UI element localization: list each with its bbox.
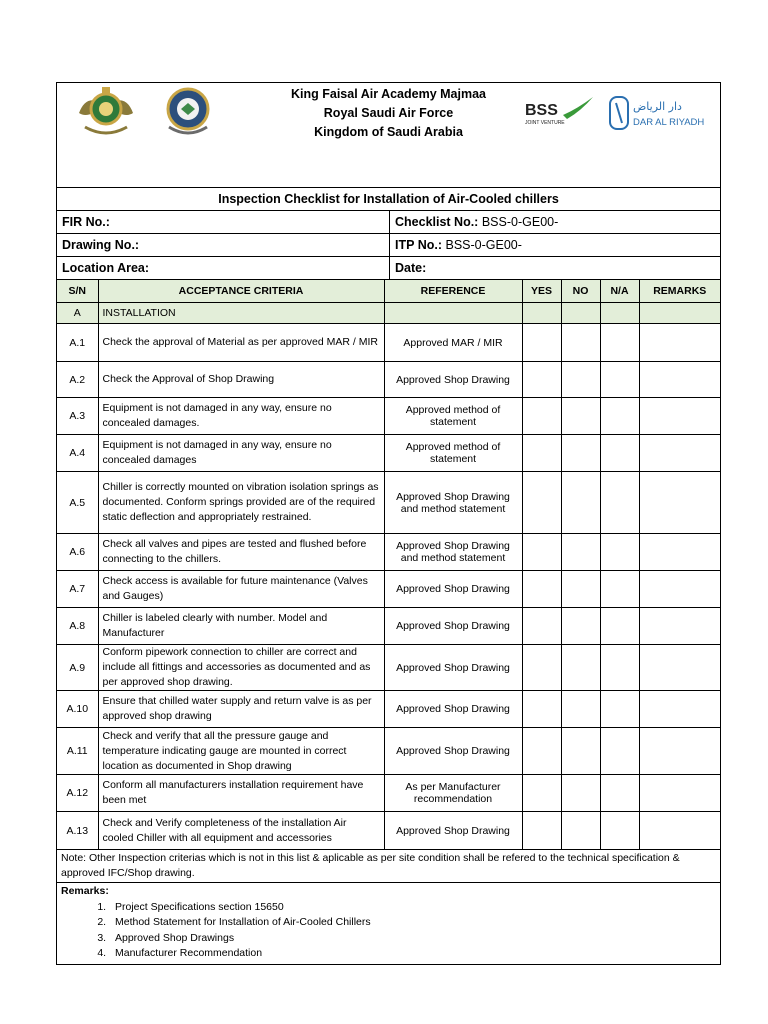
row-na-cell[interactable] (600, 645, 639, 691)
checklist-table (57, 280, 720, 850)
remarks-title: Remarks: (61, 885, 109, 897)
row-reference: Approved method of statement (384, 398, 522, 435)
table-header-row (57, 280, 720, 303)
col-yes: YES (522, 280, 561, 303)
row-na-cell[interactable] (600, 728, 639, 775)
svg-text:JOINT VENTURE: JOINT VENTURE (525, 120, 565, 126)
svg-text:DAR AL RIYADH: DAR AL RIYADH (633, 117, 705, 128)
row-sn: A.10 (57, 691, 98, 728)
row-remarks-cell[interactable] (639, 324, 720, 362)
row-yes-cell[interactable] (522, 645, 561, 691)
row-no-cell[interactable] (561, 728, 600, 775)
note-text: Note: Other Inspection criterias which is not in this list & aplicable as per site condition shall be refered to the technical specification & approved IFC/Shop drawing. (57, 850, 720, 883)
row-no-cell[interactable] (561, 362, 600, 398)
date-field (390, 257, 720, 279)
info-row-fir (57, 211, 720, 234)
row-criteria: Conform pipework connection to chiller are correct and include all fittings and accessories as documented and as per approved shop drawing. (98, 645, 384, 691)
checklist-no-value: BSS-0-GE00- (481, 215, 559, 229)
row-reference: Approved MAR / MIR (384, 324, 522, 362)
row-reference: Approved Shop Drawing (384, 608, 522, 645)
row-yes-cell[interactable] (522, 608, 561, 645)
table-row (57, 812, 720, 850)
row-na-cell[interactable] (600, 812, 639, 850)
table-row (57, 324, 720, 362)
row-yes-cell[interactable] (522, 571, 561, 608)
itp-no-value: BSS-0-GE00- (445, 238, 522, 252)
remarks-section (57, 883, 720, 964)
col-remarks: REMARKS (639, 280, 720, 303)
svg-text:BSS: BSS (525, 102, 558, 119)
row-na-cell[interactable] (600, 435, 639, 472)
row-remarks-cell[interactable] (639, 691, 720, 728)
remarks-item: 3. Approved Shop Drawings (109, 931, 716, 947)
col-no: NO (561, 280, 600, 303)
row-yes-cell[interactable] (522, 324, 561, 362)
row-na-cell[interactable] (600, 472, 639, 534)
row-criteria: Conform all manufacturers installation requirement have been met (98, 775, 384, 812)
dar-al-riyadh-logo-icon (609, 95, 705, 131)
row-remarks-cell[interactable] (639, 571, 720, 608)
table-row (57, 775, 720, 812)
row-na-cell[interactable] (600, 571, 639, 608)
svg-text:دار الرياض: دار الرياض (633, 100, 682, 113)
row-no-cell[interactable] (561, 472, 600, 534)
row-no-cell[interactable] (561, 324, 600, 362)
row-na-cell[interactable] (600, 775, 639, 812)
row-criteria: Chiller is labeled clearly with number. Model and Manufacturer (98, 608, 384, 645)
row-remarks-cell[interactable] (639, 775, 720, 812)
row-sn: A.4 (57, 435, 98, 472)
row-remarks-cell[interactable] (639, 608, 720, 645)
row-yes-cell[interactable] (522, 435, 561, 472)
section-label: INSTALLATION (98, 303, 384, 324)
row-reference: Approved Shop Drawing and method statement (384, 534, 522, 571)
row-yes-cell[interactable] (522, 691, 561, 728)
info-row-location (57, 257, 720, 280)
row-yes-cell[interactable] (522, 812, 561, 850)
col-sn: S/N (57, 280, 98, 303)
row-yes-cell[interactable] (522, 728, 561, 775)
row-yes-cell[interactable] (522, 534, 561, 571)
row-remarks-cell[interactable] (639, 812, 720, 850)
row-criteria: Check access is available for future maintenance (Valves and Gauges) (98, 571, 384, 608)
col-reference: REFERENCE (384, 280, 522, 303)
row-yes-cell[interactable] (522, 775, 561, 812)
row-yes-cell[interactable] (522, 362, 561, 398)
bss-logo-icon (525, 95, 595, 127)
row-remarks-cell[interactable] (639, 472, 720, 534)
location-area-label: Location Area: (57, 257, 390, 279)
table-row (57, 362, 720, 398)
table-row (57, 691, 720, 728)
checklist-no-label: Checklist No.: (395, 215, 479, 229)
row-sn: A.1 (57, 324, 98, 362)
row-na-cell[interactable] (600, 398, 639, 435)
row-na-cell[interactable] (600, 324, 639, 362)
row-criteria: Equipment is not damaged in any way, ensure no concealed damages. (98, 398, 384, 435)
remarks-item: 4. Manufacturer Recommendation (109, 946, 716, 962)
checklist-no-field (390, 211, 720, 233)
row-sn: A.7 (57, 571, 98, 608)
table-row (57, 728, 720, 775)
table-row (57, 645, 720, 691)
itp-no-field (390, 234, 720, 256)
row-sn: A.11 (57, 728, 98, 775)
row-remarks-cell[interactable] (639, 645, 720, 691)
col-na: N/A (600, 280, 639, 303)
row-reference: Approved Shop Drawing (384, 728, 522, 775)
row-sn: A.6 (57, 534, 98, 571)
table-row (57, 435, 720, 472)
row-reference: Approved Shop Drawing (384, 362, 522, 398)
row-no-cell[interactable] (561, 435, 600, 472)
row-criteria: Equipment is not damaged in any way, ensure no concealed damages (98, 435, 384, 472)
row-sn: A.8 (57, 608, 98, 645)
row-no-cell[interactable] (561, 398, 600, 435)
row-sn: A.2 (57, 362, 98, 398)
row-remarks-cell[interactable] (639, 362, 720, 398)
row-na-cell[interactable] (600, 362, 639, 398)
row-criteria: Check and Verify completeness of the installation Air cooled Chiller with all equipment and accessories (98, 812, 384, 850)
document-header (57, 83, 720, 188)
section-sn: A (57, 303, 98, 324)
row-na-cell[interactable] (600, 608, 639, 645)
row-no-cell[interactable] (561, 775, 600, 812)
row-reference: Approved Shop Drawing and method statement (384, 472, 522, 534)
remarks-item: 2. Method Statement for Installation of Air-Cooled Chillers (109, 915, 716, 931)
row-na-cell[interactable] (600, 534, 639, 571)
row-no-cell[interactable] (561, 534, 600, 571)
row-criteria: Check the Approval of Shop Drawing (98, 362, 384, 398)
row-yes-cell[interactable] (522, 472, 561, 534)
row-no-cell[interactable] (561, 571, 600, 608)
table-row (57, 472, 720, 534)
row-na-cell[interactable] (600, 691, 639, 728)
row-remarks-cell[interactable] (639, 534, 720, 571)
remarks-list (61, 900, 716, 962)
info-row-drawing (57, 234, 720, 257)
row-sn: A.5 (57, 472, 98, 534)
row-no-cell[interactable] (561, 812, 600, 850)
checklist-title: Inspection Checklist for Installation of Air-Cooled chillers (57, 188, 720, 211)
section-row-installation (57, 303, 720, 324)
row-no-cell[interactable] (561, 608, 600, 645)
row-yes-cell[interactable] (522, 398, 561, 435)
row-no-cell[interactable] (561, 691, 600, 728)
org-line-3: Kingdom of Saudi Arabia (314, 125, 463, 139)
row-reference: Approved Shop Drawing (384, 812, 522, 850)
table-row (57, 608, 720, 645)
row-sn: A.9 (57, 645, 98, 691)
row-reference: Approved Shop Drawing (384, 691, 522, 728)
drawing-no-label: Drawing No.: (57, 234, 390, 256)
row-reference: Approved method of statement (384, 435, 522, 472)
row-criteria: Check all valves and pipes are tested and flushed before connecting to the chillers. (98, 534, 384, 571)
row-reference: Approved Shop Drawing (384, 645, 522, 691)
row-criteria: Check the approval of Material as per approved MAR / MIR (98, 324, 384, 362)
col-acceptance-criteria: ACCEPTANCE CRITERIA (98, 280, 384, 303)
row-remarks-cell[interactable] (639, 435, 720, 472)
row-sn: A.13 (57, 812, 98, 850)
row-reference: As per Manufacturer recommendation (384, 775, 522, 812)
org-line-1: King Faisal Air Academy Majmaa (291, 87, 486, 101)
fir-label: FIR No.: (57, 211, 390, 233)
row-no-cell[interactable] (561, 645, 600, 691)
checklist-sheet (56, 82, 721, 965)
row-criteria: Ensure that chilled water supply and return valve is as per approved shop drawing (98, 691, 384, 728)
row-remarks-cell[interactable] (639, 728, 720, 775)
table-row (57, 534, 720, 571)
date-label: Date: (395, 261, 427, 275)
row-sn: A.3 (57, 398, 98, 435)
row-remarks-cell[interactable] (639, 398, 720, 435)
row-sn: A.12 (57, 775, 98, 812)
table-row (57, 571, 720, 608)
table-row (57, 398, 720, 435)
row-reference: Approved Shop Drawing (384, 571, 522, 608)
itp-no-label: ITP No.: (395, 238, 442, 252)
row-criteria: Check and verify that all the pressure gauge and temperature indicating gauge are mounted in correct location as documented in Shop drawing (98, 728, 384, 775)
org-line-2: Royal Saudi Air Force (323, 106, 454, 120)
row-criteria: Chiller is correctly mounted on vibration isolation springs as documented. Conform springs provided are of the required static deflection and appropriately restrained. (98, 472, 384, 534)
remarks-item: 1. Project Specifications section 15650 (109, 900, 716, 916)
